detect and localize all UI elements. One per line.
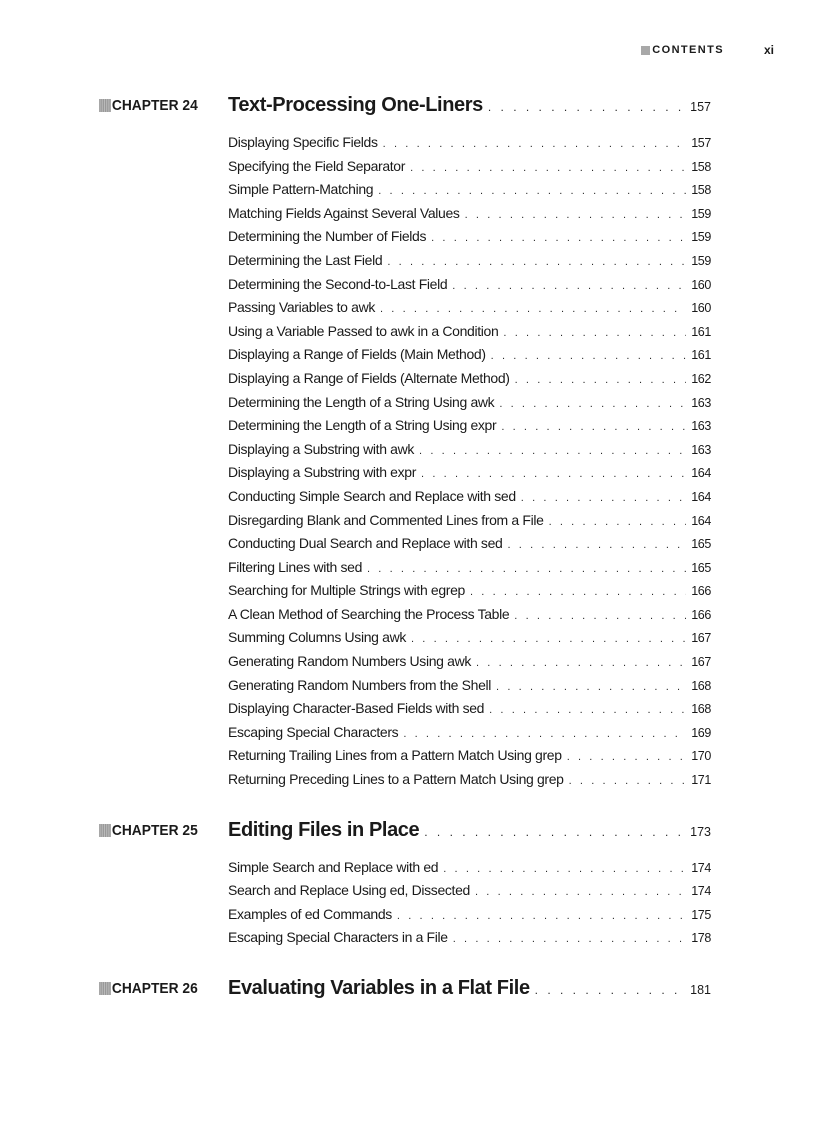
entry-list bbox=[0, 134, 816, 795]
running-header-section: CONTENTS bbox=[652, 44, 724, 56]
entry-title: Conducting Simple Search and Replace with sed bbox=[228, 487, 516, 504]
chapter-heading bbox=[0, 94, 816, 122]
dot-leader bbox=[443, 863, 686, 875]
entry-page-number: 161 bbox=[691, 324, 711, 339]
dot-leader bbox=[491, 350, 686, 362]
entry-page-number: 157 bbox=[691, 136, 711, 150]
toc-entry bbox=[228, 228, 711, 252]
dot-leader bbox=[507, 539, 686, 551]
entry-title: Disregarding Blank and Commented Lines from a File bbox=[228, 511, 544, 528]
entry-page-number: 167 bbox=[691, 655, 711, 670]
dot-leader bbox=[569, 775, 686, 787]
entry-title: Specifying the Field Separator bbox=[228, 157, 406, 174]
entry-title: Displaying a Substring with expr bbox=[228, 464, 417, 481]
dot-leader bbox=[383, 138, 686, 150]
dot-leader bbox=[378, 185, 686, 197]
dot-leader bbox=[567, 751, 686, 763]
entry-title: Summing Columns Using awk bbox=[228, 629, 406, 646]
chapter-label-text: CHAPTER 26 bbox=[111, 980, 198, 997]
entry-title: Generating Random Numbers Using awk bbox=[228, 653, 471, 670]
entry-title: Searching for Multiple Strings with egrep bbox=[228, 582, 465, 599]
dot-leader bbox=[521, 492, 686, 504]
chapter-title: Evaluating Variables in a Flat File bbox=[228, 977, 530, 999]
toc-entry bbox=[228, 181, 711, 205]
dot-leader bbox=[380, 303, 686, 315]
toc-entry bbox=[228, 724, 711, 748]
chapter-page-number: 157 bbox=[690, 100, 711, 114]
entry-page-number: 168 bbox=[691, 678, 711, 693]
dot-leader bbox=[549, 516, 686, 528]
entry-page-number: 163 bbox=[691, 419, 711, 434]
dot-leader bbox=[496, 681, 686, 693]
entry-page-number: 161 bbox=[691, 348, 711, 363]
entry-title: Determining the Number of Fields bbox=[228, 228, 427, 245]
entry-title: Passing Variables to awk bbox=[228, 299, 375, 316]
entry-title: Displaying Specific Fields bbox=[228, 134, 378, 150]
dot-leader bbox=[411, 633, 686, 645]
toc-entry bbox=[228, 323, 711, 347]
entry-title: Displaying a Range of Fields (Main Method) bbox=[228, 346, 486, 363]
entry-title: Returning Preceding Lines to a Pattern Match Using grep bbox=[228, 771, 564, 788]
toc-entry bbox=[228, 441, 711, 465]
entry-title: Escaping Special Characters bbox=[228, 723, 399, 740]
dot-leader bbox=[397, 910, 686, 922]
dot-leader bbox=[452, 280, 686, 292]
toc-entry bbox=[228, 394, 711, 418]
toc-entry bbox=[228, 205, 711, 229]
entry-list bbox=[0, 859, 816, 953]
entry-title: Simple Search and Replace with ed bbox=[228, 858, 439, 875]
entry-title: Examples of ed Commands bbox=[228, 905, 392, 922]
toc-entry bbox=[228, 653, 711, 677]
entry-title: Using a Variable Passed to awk in a Condition bbox=[228, 322, 499, 339]
dot-leader bbox=[387, 256, 686, 268]
chapter-page-number: 181 bbox=[690, 983, 711, 997]
toc-entry bbox=[228, 677, 711, 701]
toc-entry bbox=[228, 906, 711, 930]
chapter-label bbox=[99, 822, 198, 839]
chapter-section bbox=[0, 977, 816, 1005]
entry-page-number: 174 bbox=[691, 884, 711, 899]
table-of-contents bbox=[0, 94, 816, 1005]
toc-entry bbox=[228, 771, 711, 795]
entry-page-number: 175 bbox=[691, 907, 711, 922]
entry-page-number: 167 bbox=[691, 631, 711, 646]
entry-page-number: 165 bbox=[691, 537, 711, 552]
toc-entry bbox=[228, 559, 711, 583]
dot-leader bbox=[367, 563, 686, 575]
toc-entry bbox=[228, 629, 711, 653]
toc-entry bbox=[228, 370, 711, 394]
entry-page-number: 158 bbox=[691, 159, 711, 174]
toc-entry bbox=[228, 252, 711, 276]
entry-page-number: 164 bbox=[691, 513, 711, 528]
entry-title: Escaping Special Characters in a File bbox=[228, 929, 448, 946]
entry-title: Displaying a Substring with awk bbox=[228, 440, 415, 457]
chapter-title: Editing Files in Place bbox=[228, 818, 420, 841]
entry-title: Returning Trailing Lines from a Pattern Match Using grep bbox=[228, 747, 562, 764]
dot-leader bbox=[424, 825, 686, 839]
entry-title: Generating Random Numbers from the Shell bbox=[228, 676, 492, 693]
toc-entry bbox=[228, 747, 711, 771]
toc-entry bbox=[228, 158, 711, 182]
entry-page-number: 168 bbox=[691, 702, 711, 717]
chapter-title-line bbox=[228, 819, 711, 842]
toc-entry bbox=[228, 464, 711, 488]
entry-title: Determining the Second-to-Last Field bbox=[228, 275, 448, 292]
dot-leader bbox=[453, 933, 686, 945]
entry-page-number: 159 bbox=[691, 206, 711, 221]
chapter-heading bbox=[0, 977, 816, 1005]
entry-page-number: 163 bbox=[691, 395, 711, 410]
dot-leader bbox=[499, 398, 686, 410]
toc-entry bbox=[228, 512, 711, 536]
dot-leader bbox=[470, 586, 686, 598]
dot-leader bbox=[421, 468, 686, 480]
entry-title: Filtering Lines with sed bbox=[228, 558, 362, 575]
dot-leader bbox=[403, 728, 686, 740]
entry-page-number: 159 bbox=[691, 253, 711, 268]
entry-page-number: 166 bbox=[691, 584, 711, 599]
dot-leader bbox=[515, 374, 686, 386]
toc-entry bbox=[228, 700, 711, 724]
entry-page-number: 163 bbox=[691, 442, 711, 457]
dot-leader bbox=[501, 421, 686, 433]
toc-entry bbox=[228, 535, 711, 559]
chapter-page-number: 173 bbox=[690, 824, 711, 839]
toc-entry bbox=[228, 346, 711, 370]
entry-page-number: 164 bbox=[691, 466, 711, 481]
dot-leader bbox=[476, 657, 686, 669]
chapter-label bbox=[99, 980, 198, 997]
entry-page-number: 166 bbox=[691, 607, 711, 622]
dot-leader bbox=[535, 983, 686, 997]
toc-entry bbox=[228, 276, 711, 300]
dot-leader bbox=[465, 209, 686, 221]
entry-page-number: 169 bbox=[691, 725, 711, 740]
toc-entry bbox=[228, 299, 711, 323]
chapter-marker-icon bbox=[99, 982, 111, 995]
dot-leader bbox=[475, 886, 686, 898]
entry-page-number: 165 bbox=[691, 560, 711, 575]
dot-leader bbox=[488, 100, 686, 114]
entry-title: Matching Fields Against Several Values bbox=[228, 204, 460, 221]
entry-page-number: 160 bbox=[691, 301, 711, 316]
toc-entry bbox=[228, 929, 711, 953]
chapter-section bbox=[0, 94, 816, 795]
chapter-title-line bbox=[228, 94, 711, 117]
chapter-marker-icon bbox=[99, 824, 111, 837]
running-header-page-number: xi bbox=[763, 43, 774, 57]
toc-entry bbox=[228, 582, 711, 606]
dot-leader bbox=[410, 162, 686, 174]
section-marker-icon bbox=[641, 46, 650, 55]
entry-page-number: 171 bbox=[691, 773, 711, 788]
dot-leader bbox=[419, 445, 686, 457]
entry-page-number: 160 bbox=[691, 277, 711, 292]
toc-entry bbox=[228, 859, 711, 883]
entry-page-number: 178 bbox=[691, 931, 711, 946]
entry-title: Determining the Length of a String Using expr bbox=[228, 417, 497, 434]
entry-title: Simple Pattern-Matching bbox=[228, 181, 374, 198]
dot-leader bbox=[489, 704, 686, 716]
dot-leader bbox=[503, 327, 686, 339]
chapter-heading bbox=[0, 819, 816, 847]
chapter-section bbox=[0, 819, 816, 953]
toc-entry bbox=[228, 417, 711, 441]
chapter-title-line bbox=[228, 977, 711, 1000]
dot-leader bbox=[431, 232, 686, 244]
entry-title: Conducting Dual Search and Replace with sed bbox=[228, 535, 503, 552]
entry-page-number: 159 bbox=[691, 230, 711, 245]
toc-entry bbox=[228, 606, 711, 630]
running-header bbox=[641, 43, 774, 57]
entry-page-number: 174 bbox=[691, 860, 711, 875]
toc-entry bbox=[228, 134, 711, 158]
entry-title: A Clean Method of Searching the Process Table bbox=[228, 605, 510, 622]
entry-title: Displaying a Range of Fields (Alternate Method) bbox=[228, 369, 510, 386]
entry-page-number: 164 bbox=[691, 489, 711, 504]
entry-title: Determining the Length of a String Using awk bbox=[228, 393, 495, 410]
entry-page-number: 170 bbox=[691, 749, 711, 764]
chapter-label-text: CHAPTER 25 bbox=[111, 821, 198, 839]
chapter-title: Text-Processing One-Liners bbox=[228, 94, 483, 116]
toc-entry bbox=[228, 882, 711, 906]
dot-leader bbox=[514, 610, 686, 622]
chapter-label-text: CHAPTER 24 bbox=[111, 97, 198, 114]
chapter-marker-icon bbox=[99, 99, 111, 112]
toc-entry bbox=[228, 488, 711, 512]
entry-title: Displaying Character-Based Fields with sed bbox=[228, 700, 485, 717]
chapter-label bbox=[99, 97, 198, 114]
entry-title: Determining the Last Field bbox=[228, 251, 383, 268]
entry-title: Search and Replace Using ed, Dissected bbox=[228, 882, 470, 899]
entry-page-number: 162 bbox=[691, 371, 711, 386]
entry-page-number: 158 bbox=[691, 183, 711, 198]
